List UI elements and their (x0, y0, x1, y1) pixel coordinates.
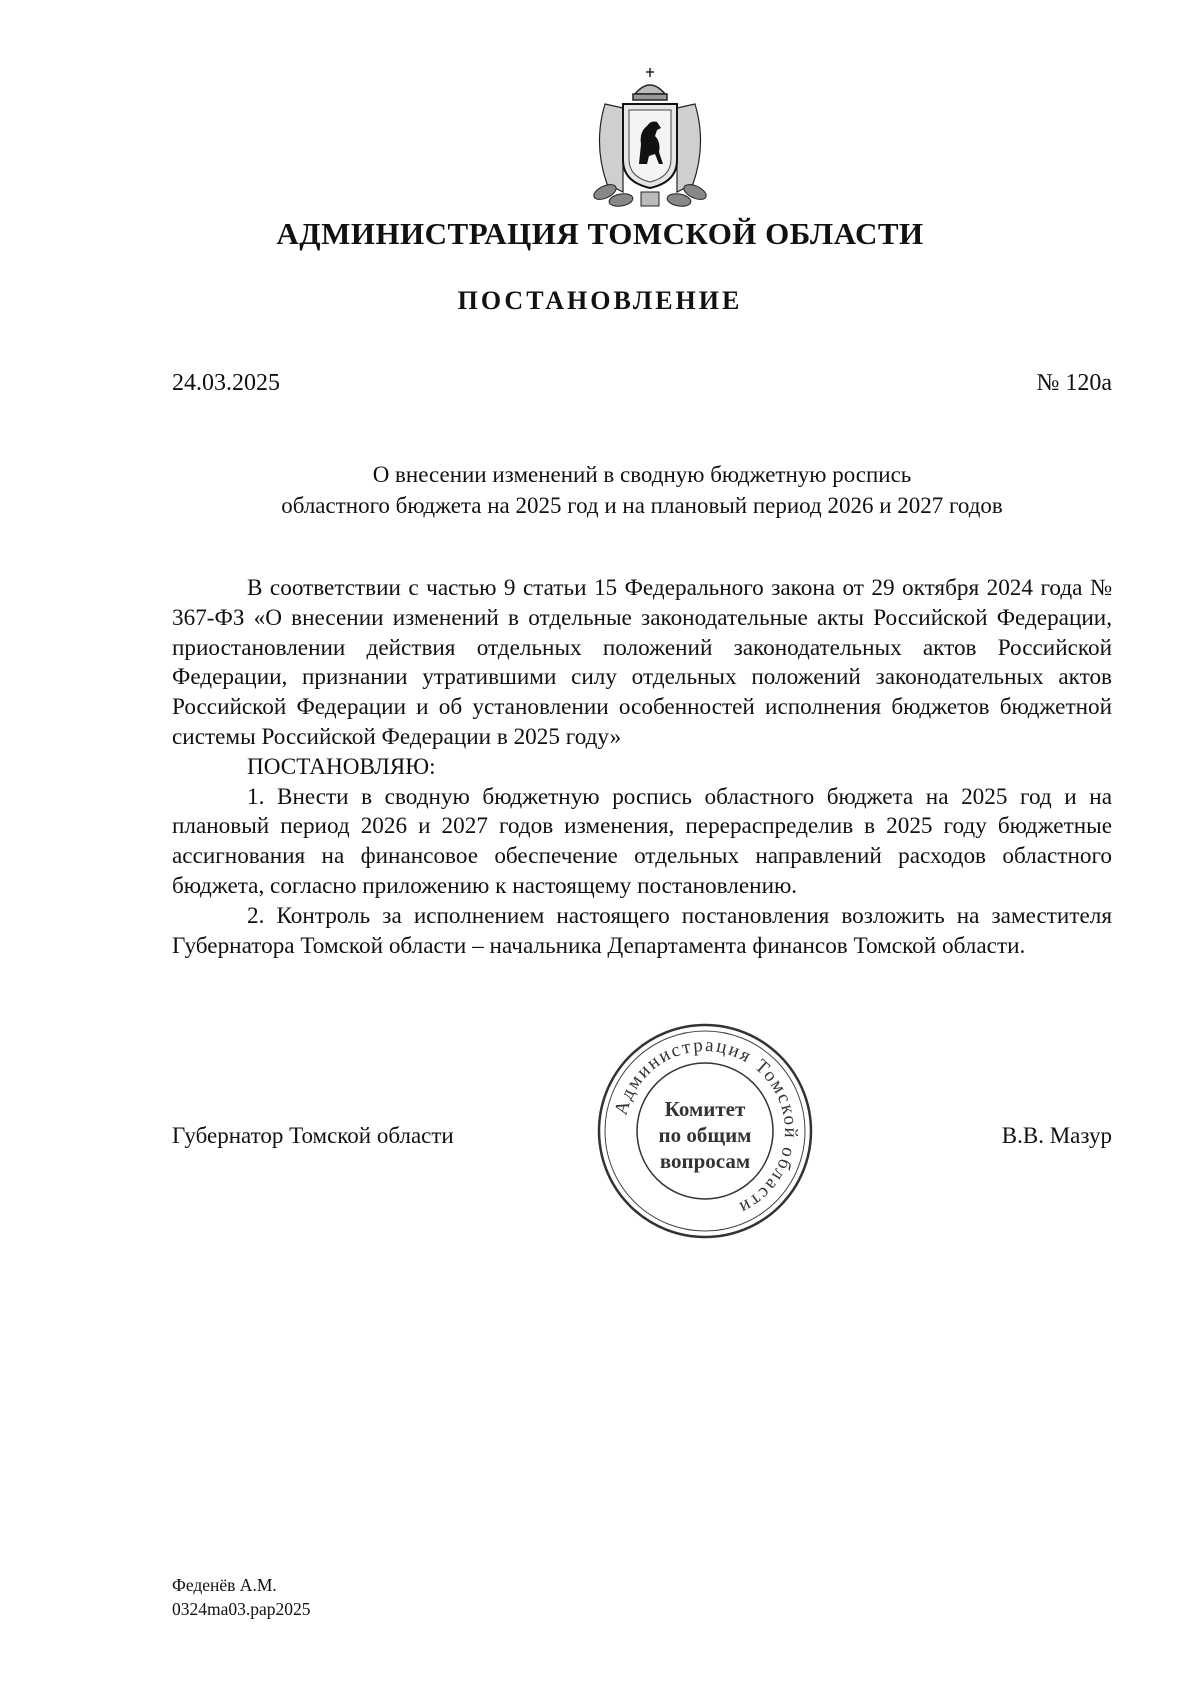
document-subject (172, 459, 1112, 521)
item-1-paragraph: 1. Внести в сводную бюджетную роспись областного бюджета на 2025 год и на плановый период 2026 и 2027 годов изменения, перераспределив в 2025 году бюджетные ассигнования на финансовое обеспечение отдельных направлений расходов областного бюджета, согласно приложению к настоящему постановлению. (172, 783, 1112, 899)
stamp-ring-text: Администрация Томской области (610, 1034, 802, 1219)
signatory-position: Губернатор Томской области (172, 1123, 454, 1148)
document-number: № 120а (1036, 370, 1112, 396)
subject-line-1: О внесении изменений в сводную бюджетную роспись (372, 462, 912, 487)
executor-name: Феденёв А.М. (172, 1575, 277, 1595)
subject-line-2: областного бюджета на 2025 год и на плановый период 2026 и 2027 годов (281, 493, 1003, 518)
signatory-name: В.В. Мазур (1001, 1123, 1112, 1148)
footer (172, 1573, 311, 1621)
document-type: ПОСТАНОВЛЕНИЕ (457, 286, 743, 315)
preamble-paragraph: В соответствии с частью 9 статьи 15 Федерального закона от 29 октября 2024 года № 367-ФЗ «О внесении изменений в отдельные законодательные акты Российской Федерации, приостановлении действия отдельных положений законодательных актов Российской Федерации, признании утратившими силу отдельных положений законодательных актов Российской Федерации и об установлении особенностей исполнения бюджетов бюджетной системы Российской Федерации в 2025 году» (172, 575, 1112, 750)
decree-heading: ПОСТАНОВЛЯЮ: (247, 753, 436, 780)
item-2-paragraph: 2. Контроль за исполнением настоящего постановления возложить на заместителя Губернатора Томской области – начальника Департамента финансов Томской области. (172, 902, 1112, 959)
official-stamp (596, 1022, 814, 1240)
stamp-center-line-1: Комитет (664, 1097, 746, 1121)
stamp-center-line-3: вопросам (659, 1149, 751, 1173)
file-code: 0324ma03.pap2025 (172, 1599, 311, 1619)
document-body (172, 574, 1112, 961)
document-date: 24.03.2025 (172, 370, 280, 396)
tomsk-oblast-coat-of-arms-icon (583, 64, 717, 211)
organization-title: АДМИНИСТРАЦИЯ ТОМСКОЙ ОБЛАСТИ (276, 216, 924, 251)
stamp-center-line-2: по общим (658, 1123, 752, 1147)
